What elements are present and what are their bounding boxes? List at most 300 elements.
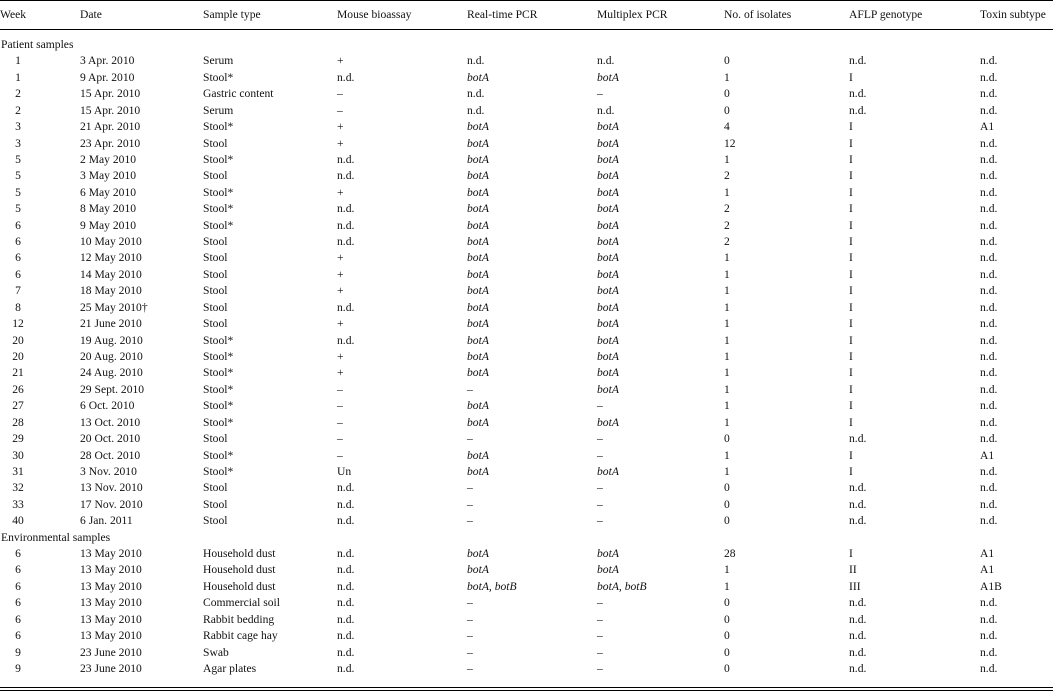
- table-row: [0, 612, 1053, 628]
- table-row: [0, 168, 1053, 184]
- cell-sample-type: Stool: [203, 300, 228, 314]
- cell-multiplex-pcr: –: [597, 399, 603, 413]
- cell-toxin-subtype: n.d.: [980, 300, 998, 314]
- cell-week: 6: [15, 235, 21, 249]
- cell-week: 7: [15, 284, 21, 298]
- header-isolates: No. of isolates: [724, 8, 792, 21]
- cell-multiplex-pcr: n.d.: [597, 103, 615, 117]
- cell-aflp: n.d.: [849, 612, 867, 626]
- cell-multiplex-pcr: botA: [597, 366, 619, 380]
- table-row: [0, 185, 1053, 201]
- cell-aflp: n.d.: [849, 54, 867, 68]
- cell-toxin-subtype: n.d.: [980, 382, 998, 396]
- cell-toxin-subtype: n.d.: [980, 464, 998, 478]
- cell-realtime-pcr: botA: [467, 448, 489, 462]
- cell-realtime-pcr: botA: [467, 399, 489, 413]
- cell-mouse-bioassay: +: [337, 54, 344, 68]
- cell-multiplex-pcr: botA: [597, 349, 619, 363]
- section-title: Environmental samples: [1, 530, 111, 544]
- cell-mouse-bioassay: n.d.: [337, 169, 355, 183]
- cell-isolates: 12: [724, 136, 736, 150]
- cell-toxin-subtype: n.d.: [980, 267, 998, 281]
- cell-date: 20 Oct. 2010: [80, 432, 141, 446]
- cell-sample-type: Stool: [203, 267, 228, 281]
- cell-isolates: 1: [724, 448, 730, 462]
- cell-sample-type: Swab: [203, 645, 229, 659]
- cell-week: 2: [15, 103, 21, 117]
- table-row: [0, 595, 1053, 611]
- cell-mouse-bioassay: –: [337, 382, 343, 396]
- cell-aflp: I: [849, 235, 853, 249]
- cell-realtime-pcr: –: [467, 645, 473, 659]
- cell-date: 13 May 2010: [80, 547, 142, 561]
- cell-toxin-subtype: n.d.: [980, 514, 998, 528]
- cell-realtime-pcr: –: [467, 497, 473, 511]
- cell-aflp: n.d.: [849, 645, 867, 659]
- cell-sample-type: Serum: [203, 103, 234, 117]
- cell-week: 5: [15, 185, 21, 199]
- cell-aflp: n.d.: [849, 514, 867, 528]
- cell-realtime-pcr: botA: [467, 547, 489, 561]
- cell-date: 12 May 2010: [80, 251, 142, 265]
- table-row: [0, 415, 1053, 431]
- cell-isolates: 2: [724, 218, 730, 232]
- cell-aflp: n.d.: [849, 629, 867, 643]
- header-sample-type: Sample type: [203, 8, 261, 21]
- table-row: [0, 333, 1053, 349]
- cell-mouse-bioassay: n.d.: [337, 218, 355, 232]
- cell-toxin-subtype: n.d.: [980, 645, 998, 659]
- cell-date: 17 Nov. 2010: [80, 497, 143, 511]
- cell-aflp: I: [849, 317, 853, 331]
- cell-realtime-pcr: n.d.: [467, 103, 485, 117]
- cell-isolates: 0: [724, 629, 730, 643]
- table-row: [0, 448, 1053, 464]
- cell-isolates: 1: [724, 563, 730, 577]
- cell-multiplex-pcr: botA: [597, 382, 619, 396]
- cell-realtime-pcr: botA: [467, 70, 489, 84]
- cell-mouse-bioassay: n.d.: [337, 235, 355, 249]
- cell-sample-type: Stool: [203, 481, 228, 495]
- table-row: [0, 349, 1053, 365]
- cell-mouse-bioassay: +: [337, 267, 344, 281]
- cell-sample-type: Stool: [203, 284, 228, 298]
- cell-multiplex-pcr: –: [597, 645, 603, 659]
- cell-sample-type: Rabbit bedding: [203, 612, 275, 626]
- cell-mouse-bioassay: +: [337, 251, 344, 265]
- cell-date: 18 May 2010: [80, 284, 142, 298]
- cell-multiplex-pcr: botA: [597, 218, 619, 232]
- header-rule: [0, 29, 1053, 30]
- cell-date: 3 May 2010: [80, 169, 137, 183]
- cell-date: 21 June 2010: [80, 317, 142, 331]
- cell-realtime-pcr: botA: [467, 169, 489, 183]
- cell-isolates: 1: [724, 284, 730, 298]
- cell-date: 14 May 2010: [80, 267, 142, 281]
- cell-aflp: n.d.: [849, 103, 867, 117]
- cell-toxin-subtype: n.d.: [980, 54, 998, 68]
- cell-isolates: 1: [724, 70, 730, 84]
- cell-sample-type: Stool: [203, 497, 228, 511]
- cell-toxin-subtype: n.d.: [980, 415, 998, 429]
- cell-isolates: 0: [724, 432, 730, 446]
- cell-toxin-subtype: A1: [980, 563, 995, 577]
- cell-multiplex-pcr: botA: [597, 70, 619, 84]
- cell-isolates: 1: [724, 300, 730, 314]
- cell-realtime-pcr: botA: [467, 218, 489, 232]
- cell-mouse-bioassay: –: [337, 448, 343, 462]
- cell-aflp: I: [849, 70, 853, 84]
- cell-week: 6: [15, 596, 21, 610]
- cell-aflp: I: [849, 267, 853, 281]
- cell-toxin-subtype: n.d.: [980, 349, 998, 363]
- cell-sample-type: Stool*: [203, 349, 234, 363]
- cell-realtime-pcr: botA: [467, 300, 489, 314]
- cell-week: 5: [15, 169, 21, 183]
- bottom-rule-1: [0, 687, 1053, 688]
- cell-mouse-bioassay: n.d.: [337, 70, 355, 84]
- cell-multiplex-pcr: botA: [597, 185, 619, 199]
- table-row: [0, 103, 1053, 119]
- cell-week: 9: [15, 645, 21, 659]
- cell-toxin-subtype: n.d.: [980, 629, 998, 643]
- cell-multiplex-pcr: botA: [597, 267, 619, 281]
- cell-week: 33: [12, 497, 24, 511]
- cell-multiplex-pcr: –: [597, 612, 603, 626]
- cell-toxin-subtype: A1: [980, 547, 995, 561]
- header-week: Week: [0, 8, 27, 21]
- cell-sample-type: Stool*: [203, 218, 234, 232]
- cell-toxin-subtype: n.d.: [980, 235, 998, 249]
- table-row: [0, 513, 1053, 529]
- cell-sample-type: Stool*: [203, 152, 234, 166]
- cell-date: 21 Apr. 2010: [80, 120, 141, 134]
- cell-isolates: 2: [724, 169, 730, 183]
- table-row: [0, 218, 1053, 234]
- cell-sample-type: Gastric content: [203, 87, 274, 101]
- bottom-rule-2: [0, 690, 1053, 691]
- table-row: [0, 661, 1053, 677]
- cell-mouse-bioassay: n.d.: [337, 661, 355, 675]
- cell-sample-type: Household dust: [203, 547, 276, 561]
- cell-mouse-bioassay: n.d.: [337, 497, 355, 511]
- cell-isolates: 1: [724, 579, 730, 593]
- cell-toxin-subtype: n.d.: [980, 251, 998, 265]
- cell-multiplex-pcr: –: [597, 514, 603, 528]
- table-row: [0, 497, 1053, 513]
- cell-aflp: n.d.: [849, 661, 867, 675]
- cell-week: 6: [15, 563, 21, 577]
- cell-multiplex-pcr: botA: [597, 300, 619, 314]
- cell-mouse-bioassay: n.d.: [337, 152, 355, 166]
- cell-isolates: 0: [724, 497, 730, 511]
- cell-week: 31: [12, 464, 24, 478]
- cell-week: 20: [12, 333, 24, 347]
- cell-aflp: I: [849, 202, 853, 216]
- table-row: [0, 300, 1053, 316]
- cell-week: 6: [15, 251, 21, 265]
- table-row: [0, 316, 1053, 332]
- cell-toxin-subtype: n.d.: [980, 317, 998, 331]
- cell-toxin-subtype: n.d.: [980, 136, 998, 150]
- cell-mouse-bioassay: n.d.: [337, 202, 355, 216]
- cell-realtime-pcr: botA: [467, 235, 489, 249]
- cell-sample-type: Stool*: [203, 333, 234, 347]
- cell-realtime-pcr: –: [467, 629, 473, 643]
- cell-week: 21: [12, 366, 24, 380]
- cell-isolates: 1: [724, 366, 730, 380]
- table-row: [0, 234, 1053, 250]
- cell-aflp: I: [849, 218, 853, 232]
- table-row: [0, 70, 1053, 86]
- cell-sample-type: Rabbit cage hay: [203, 629, 278, 643]
- cell-multiplex-pcr: botA: [597, 202, 619, 216]
- cell-week: 5: [15, 152, 21, 166]
- cell-date: 13 Nov. 2010: [80, 481, 143, 495]
- cell-realtime-pcr: botA: [467, 152, 489, 166]
- cell-date: 9 May 2010: [80, 218, 137, 232]
- cell-toxin-subtype: n.d.: [980, 333, 998, 347]
- cell-isolates: 0: [724, 596, 730, 610]
- cell-realtime-pcr: botA, botB: [467, 579, 517, 593]
- cell-isolates: 1: [724, 152, 730, 166]
- cell-realtime-pcr: botA: [467, 284, 489, 298]
- table-row: [0, 398, 1053, 414]
- cell-multiplex-pcr: –: [597, 448, 603, 462]
- header-mouse-bioassay: Mouse bioassay: [337, 8, 412, 21]
- cell-mouse-bioassay: +: [337, 120, 344, 134]
- top-rule: [0, 0, 1053, 1]
- cell-isolates: 0: [724, 645, 730, 659]
- cell-mouse-bioassay: n.d.: [337, 645, 355, 659]
- header-aflp: AFLP genotype: [849, 8, 923, 21]
- table-row: [0, 86, 1053, 102]
- cell-isolates: 2: [724, 235, 730, 249]
- cell-isolates: 0: [724, 514, 730, 528]
- cell-aflp: I: [849, 366, 853, 380]
- cell-toxin-subtype: n.d.: [980, 70, 998, 84]
- cell-toxin-subtype: n.d.: [980, 218, 998, 232]
- cell-date: 25 May 2010†: [80, 300, 148, 314]
- cell-mouse-bioassay: +: [337, 185, 344, 199]
- section-title-row: [0, 37, 1053, 53]
- table-row: [0, 480, 1053, 496]
- cell-multiplex-pcr: botA, botB: [597, 579, 647, 593]
- cell-multiplex-pcr: –: [597, 87, 603, 101]
- cell-mouse-bioassay: n.d.: [337, 333, 355, 347]
- cell-aflp: I: [849, 284, 853, 298]
- cell-mouse-bioassay: n.d.: [337, 612, 355, 626]
- cell-toxin-subtype: n.d.: [980, 185, 998, 199]
- table-row: [0, 136, 1053, 152]
- cell-week: 1: [15, 70, 21, 84]
- cell-date: 19 Aug. 2010: [80, 333, 143, 347]
- cell-date: 3 Apr. 2010: [80, 54, 135, 68]
- cell-toxin-subtype: A1: [980, 120, 995, 134]
- table-row: [0, 152, 1053, 168]
- cell-multiplex-pcr: botA: [597, 333, 619, 347]
- cell-week: 12: [12, 317, 24, 331]
- cell-mouse-bioassay: +: [337, 284, 344, 298]
- cell-toxin-subtype: n.d.: [980, 481, 998, 495]
- cell-sample-type: Stool: [203, 251, 228, 265]
- table-row: [0, 628, 1053, 644]
- cell-multiplex-pcr: –: [597, 432, 603, 446]
- cell-realtime-pcr: –: [467, 514, 473, 528]
- table-row: [0, 53, 1053, 69]
- cell-sample-type: Stool*: [203, 448, 234, 462]
- header-multiplex-pcr: Multiplex PCR: [597, 8, 668, 21]
- cell-multiplex-pcr: –: [597, 497, 603, 511]
- cell-sample-type: Stool*: [203, 366, 234, 380]
- cell-mouse-bioassay: +: [337, 317, 344, 331]
- cell-multiplex-pcr: botA: [597, 251, 619, 265]
- cell-aflp: III: [849, 579, 861, 593]
- cell-toxin-subtype: n.d.: [980, 87, 998, 101]
- cell-sample-type: Stool*: [203, 399, 234, 413]
- cell-mouse-bioassay: n.d.: [337, 629, 355, 643]
- cell-multiplex-pcr: botA: [597, 547, 619, 561]
- cell-mouse-bioassay: n.d.: [337, 579, 355, 593]
- cell-week: 8: [15, 300, 21, 314]
- cell-mouse-bioassay: n.d.: [337, 563, 355, 577]
- cell-realtime-pcr: n.d.: [467, 87, 485, 101]
- cell-isolates: 1: [724, 251, 730, 265]
- table-header-row: [0, 7, 1053, 23]
- cell-mouse-bioassay: +: [337, 366, 344, 380]
- cell-week: 27: [12, 399, 24, 413]
- cell-week: 1: [15, 54, 21, 68]
- cell-sample-type: Stool*: [203, 202, 234, 216]
- cell-sample-type: Household dust: [203, 579, 276, 593]
- cell-sample-type: Stool*: [203, 185, 234, 199]
- table-row: [0, 562, 1053, 578]
- cell-realtime-pcr: botA: [467, 202, 489, 216]
- table-row: [0, 119, 1053, 135]
- cell-mouse-bioassay: n.d.: [337, 596, 355, 610]
- cell-aflp: n.d.: [849, 432, 867, 446]
- cell-toxin-subtype: n.d.: [980, 661, 998, 675]
- cell-mouse-bioassay: +: [337, 136, 344, 150]
- cell-week: 29: [12, 432, 24, 446]
- cell-sample-type: Stool*: [203, 70, 234, 84]
- cell-toxin-subtype: A1B: [980, 579, 1002, 593]
- cell-sample-type: Stool: [203, 136, 228, 150]
- cell-sample-type: Stool*: [203, 415, 234, 429]
- cell-sample-type: Stool: [203, 432, 228, 446]
- cell-isolates: 1: [724, 333, 730, 347]
- cell-toxin-subtype: n.d.: [980, 596, 998, 610]
- cell-sample-type: Stool*: [203, 120, 234, 134]
- table-row: [0, 546, 1053, 562]
- cell-multiplex-pcr: botA: [597, 136, 619, 150]
- cell-toxin-subtype: n.d.: [980, 399, 998, 413]
- cell-date: 23 June 2010: [80, 645, 142, 659]
- cell-realtime-pcr: botA: [467, 136, 489, 150]
- cell-week: 3: [15, 136, 21, 150]
- cell-isolates: 1: [724, 399, 730, 413]
- cell-sample-type: Stool: [203, 514, 228, 528]
- cell-sample-type: Stool: [203, 317, 228, 331]
- cell-date: 13 May 2010: [80, 563, 142, 577]
- cell-week: 26: [12, 382, 24, 396]
- header-toxin-subtype: Toxin subtype: [980, 8, 1046, 21]
- cell-date: 23 Apr. 2010: [80, 136, 141, 150]
- cell-date: 15 Apr. 2010: [80, 103, 141, 117]
- cell-aflp: I: [849, 251, 853, 265]
- cell-realtime-pcr: –: [467, 612, 473, 626]
- cell-multiplex-pcr: botA: [597, 284, 619, 298]
- table-row: [0, 250, 1053, 266]
- cell-toxin-subtype: n.d.: [980, 152, 998, 166]
- cell-isolates: 0: [724, 87, 730, 101]
- cell-aflp: n.d.: [849, 596, 867, 610]
- cell-multiplex-pcr: botA: [597, 169, 619, 183]
- cell-mouse-bioassay: n.d.: [337, 300, 355, 314]
- cell-week: 6: [15, 612, 21, 626]
- cell-toxin-subtype: n.d.: [980, 202, 998, 216]
- cell-week: 6: [15, 629, 21, 643]
- cell-aflp: I: [849, 448, 853, 462]
- cell-aflp: I: [849, 185, 853, 199]
- cell-sample-type: Stool: [203, 235, 228, 249]
- table-row: [0, 201, 1053, 217]
- cell-realtime-pcr: botA: [467, 120, 489, 134]
- cell-date: 13 May 2010: [80, 596, 142, 610]
- header-date: Date: [80, 8, 102, 21]
- cell-date: 3 Nov. 2010: [80, 464, 137, 478]
- cell-week: 3: [15, 120, 21, 134]
- cell-week: 6: [15, 218, 21, 232]
- cell-aflp: II: [849, 563, 857, 577]
- cell-aflp: n.d.: [849, 87, 867, 101]
- cell-aflp: n.d.: [849, 481, 867, 495]
- header-realtime-pcr: Real-time PCR: [467, 8, 538, 21]
- cell-week: 28: [12, 415, 24, 429]
- cell-mouse-bioassay: –: [337, 399, 343, 413]
- cell-mouse-bioassay: –: [337, 103, 343, 117]
- cell-isolates: 1: [724, 349, 730, 363]
- cell-date: 6 Jan. 2011: [80, 514, 133, 528]
- table-row: [0, 579, 1053, 595]
- cell-realtime-pcr: botA: [467, 415, 489, 429]
- section-title: Patient samples: [1, 38, 74, 51]
- section-title-row: [0, 530, 1053, 546]
- cell-aflp: I: [849, 120, 853, 134]
- cell-aflp: I: [849, 399, 853, 413]
- table-row: [0, 365, 1053, 381]
- cell-mouse-bioassay: n.d.: [337, 547, 355, 561]
- cell-date: 13 May 2010: [80, 629, 142, 643]
- cell-date: 20 Aug. 2010: [80, 349, 143, 363]
- cell-isolates: 0: [724, 103, 730, 117]
- cell-isolates: 1: [724, 382, 730, 396]
- table-row: [0, 431, 1053, 447]
- cell-date: 10 May 2010: [80, 235, 142, 249]
- cell-realtime-pcr: –: [467, 481, 473, 495]
- cell-multiplex-pcr: botA: [597, 563, 619, 577]
- cell-isolates: 1: [724, 185, 730, 199]
- cell-aflp: I: [849, 382, 853, 396]
- cell-multiplex-pcr: –: [597, 629, 603, 643]
- cell-realtime-pcr: botA: [467, 317, 489, 331]
- cell-isolates: 1: [724, 317, 730, 331]
- table-row: [0, 645, 1053, 661]
- cell-mouse-bioassay: –: [337, 415, 343, 429]
- cell-date: 6 Oct. 2010: [80, 399, 135, 413]
- cell-date: 9 Apr. 2010: [80, 70, 135, 84]
- cell-date: 6 May 2010: [80, 185, 137, 199]
